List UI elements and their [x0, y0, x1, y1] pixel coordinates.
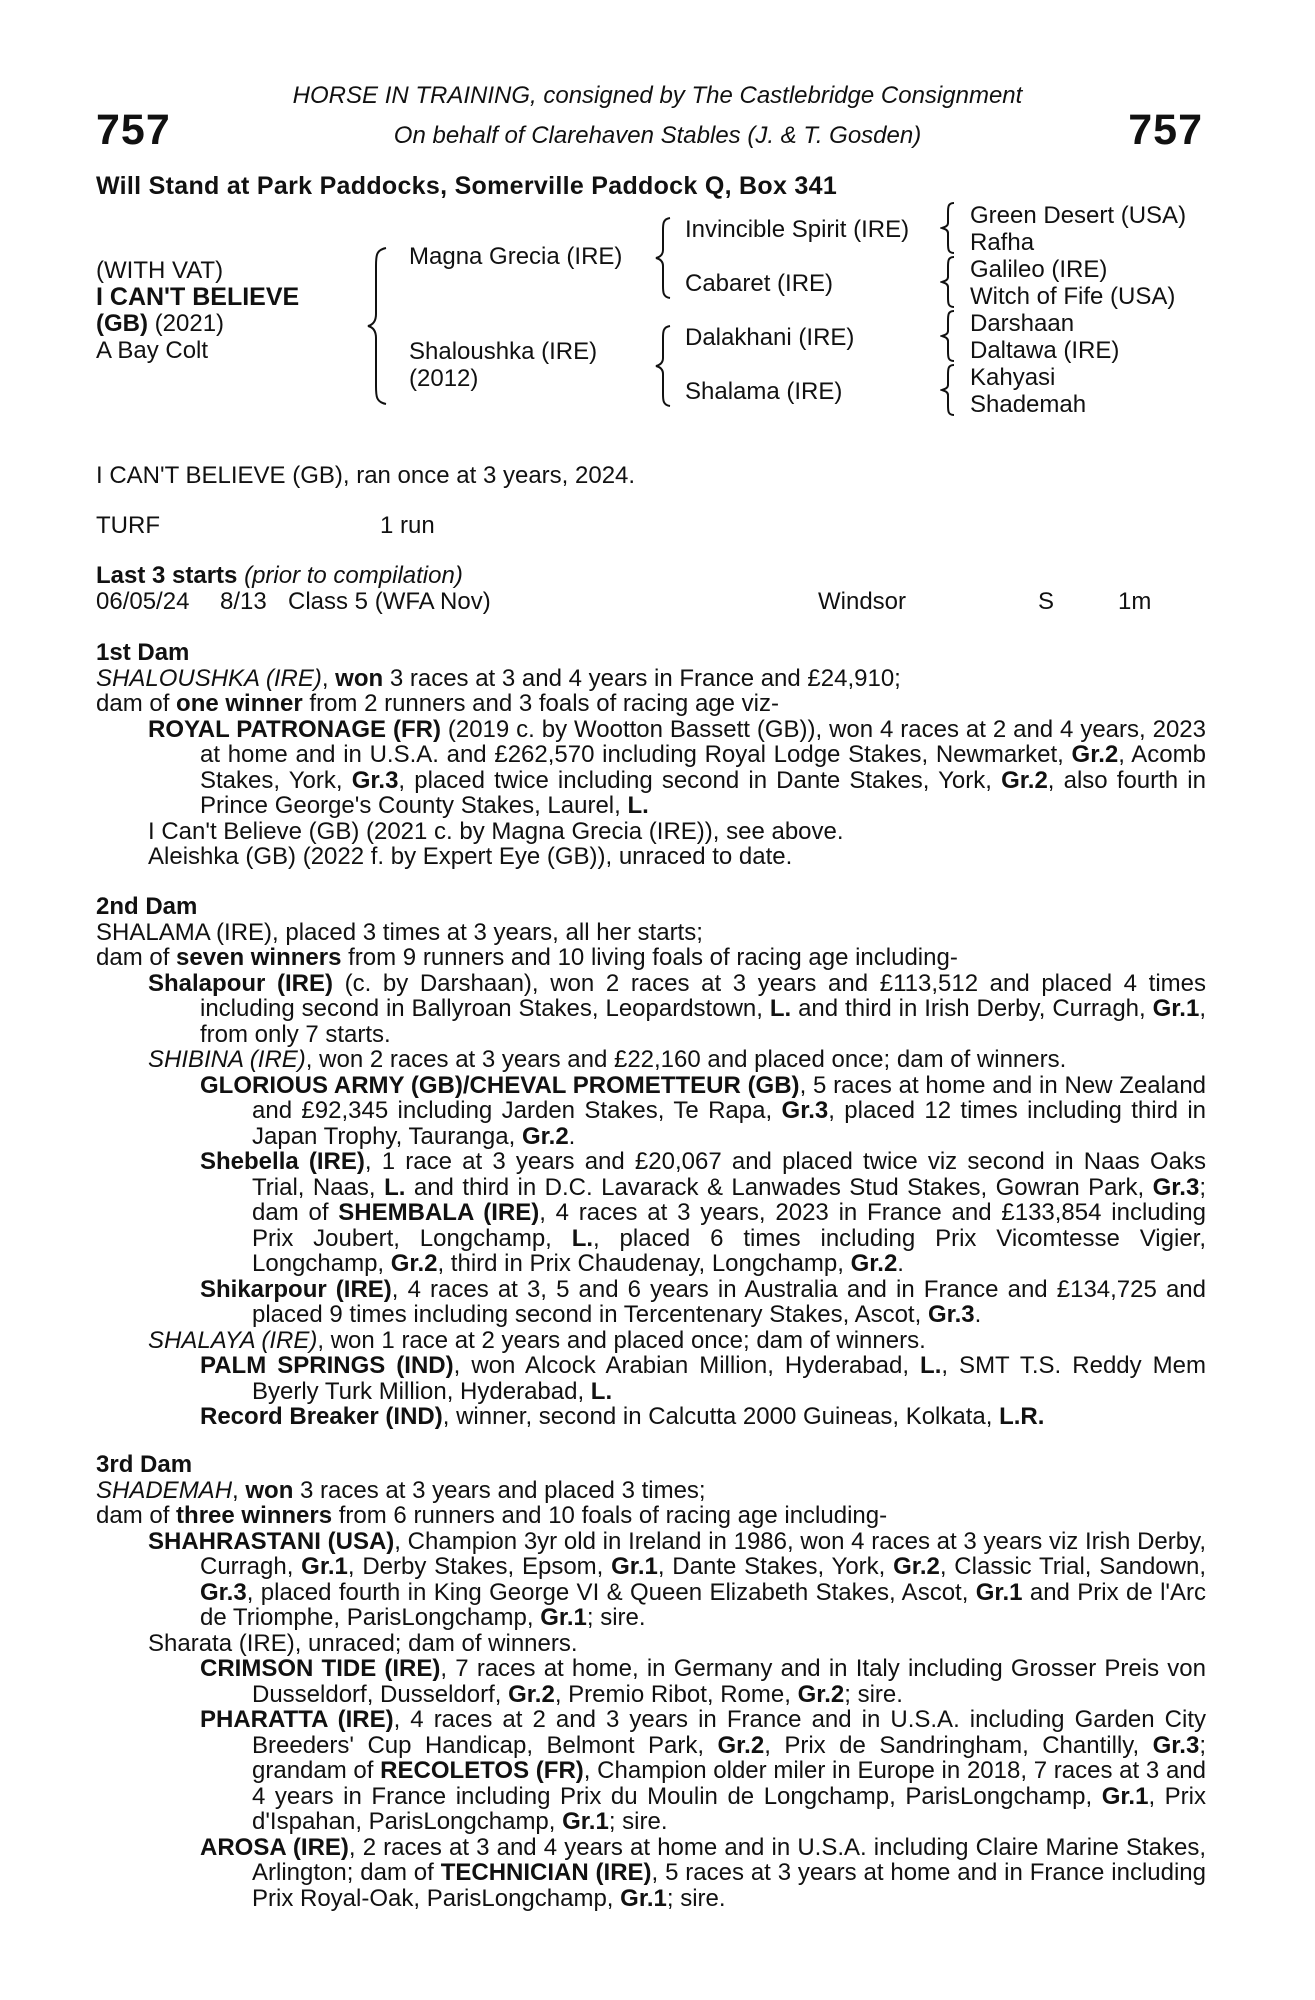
dam-dam: Shalama (IRE): [685, 378, 843, 405]
lot-number-right: 757: [1128, 106, 1203, 154]
last-starts-heading: [96, 563, 463, 589]
start-going: S: [1038, 588, 1055, 615]
produce-shalapour: Shalapour (IRE) (c. by Darshaan), won 2 races at 3 years and £113,512 and placed 4 times including second in Ballyroan Stakes, Leopardstown, L. and third in Irish Derby, Curragh, Gr.1, from only 7 starts.: [148, 969, 1206, 1048]
stand-location: Will Stand at Park Paddocks, Somerville Paddock Q, Box 341: [96, 172, 838, 200]
gg-1: Green Desert (USA): [970, 202, 1187, 229]
first-dam-line2: dam of one winner from 2 runners and 3 foals of racing age viz-: [96, 690, 779, 717]
sire-dam: Cabaret (IRE): [685, 270, 834, 297]
second-dam-line2: dam of seven winners from 9 runners and 10 living foals of racing age including-: [96, 944, 958, 971]
sire-sire: Invincible Spirit (IRE): [685, 216, 910, 243]
start-date: 06/05/24: [96, 588, 190, 615]
sire: Magna Grecia (IRE): [409, 243, 623, 270]
third-dam-line2: dam of three winners from 6 runners and 10 foals of racing age including-: [96, 1502, 888, 1529]
horse-bracket: [366, 246, 390, 406]
produce-pharatta: PHARATTA (IRE), 4 races at 2 and 3 years in France and in U.S.A. including Garden City Breeders' Cup Handicap, Belmont Park, Gr.2, Prix de Sandringham, Chantilly, Gr.3; grandam of RECOLETOS (FR), Champion older miler in Europe in 2018, 7 races at 3 and 4 years in France including Prix du Moulin de Longchamp, ParisLongchamp, Gr.1, Prix d'Ispahan, ParisLongchamp, Gr.1; sire.: [200, 1706, 1207, 1835]
produce-palm-springs: PALM SPRINGS (IND), won Alcock Arabian Million, Hyderabad, L., SMT T.S. Reddy Mem Byerly Turk Million, Hyderabad, L.: [200, 1352, 1206, 1405]
produce-shalaya: SHALAYA (IRE), won 1 race at 2 years and placed once; dam of winners.: [148, 1326, 926, 1354]
second-dam-section: [96, 894, 1206, 1430]
first-dam-heading: 1st Dam: [96, 639, 190, 666]
horse-description: A Bay Colt: [96, 337, 209, 364]
last-starts-note: (prior to compilation): [237, 562, 463, 589]
second-dam-heading: 2nd Dam: [96, 893, 198, 920]
third-dam-heading: 3rd Dam: [96, 1451, 193, 1478]
dam-sire: Dalakhani (IRE): [685, 324, 855, 351]
vat-note: (WITH VAT): [96, 257, 224, 284]
gg-6: Daltawa (IRE): [970, 337, 1120, 364]
horse-country-year: [96, 310, 224, 338]
gg-8: Shademah: [970, 391, 1087, 418]
produce-royal-patronage: ROYAL PATRONAGE (FR) (2019 c. by Wootton Bassett (GB)), won 4 races at 2 and 4 years, 2023 at home and in U.S.A. and £262,570 including Royal Lodge Stakes, Newmarket, Gr.2, Acomb Stakes, York, Gr.3, placed twice including second in Dante Stakes, York, Gr.2, also fourth in Prince George's County Stakes, Laurel, L.: [148, 715, 1206, 819]
race-summary: I CAN'T BELIEVE (GB), ran once at 3 years, 2024.: [96, 462, 636, 489]
second-dam-line1: SHALAMA (IRE), placed 3 times at 3 years, all her starts;: [96, 918, 703, 946]
produce-glorious-army: GLORIOUS ARMY (GB)/CHEVAL PROMETTEUR (GB), 5 races at home and in New Zealand and £92,345 including Jarden Stakes, Te Rapa, Gr.3, placed 12 times including third in Japan Trophy, Tauranga, Gr.2.: [200, 1071, 1207, 1150]
consignor-line: HORSE IN TRAINING, consigned by The Castlebridge Consignment: [292, 82, 1023, 109]
last-starts-title: Last 3 starts: [96, 562, 238, 589]
produce-crimson-tide: CRIMSON TIDE (IRE), 7 races at home, in Germany and in Italy including Grosser Preis von Dusseldorf, Dusseldorf, Gr.2, Premio Ribot, Rome, Gr.2; sire.: [200, 1655, 1207, 1708]
horse-year: (2021): [147, 310, 225, 337]
gg-7: Kahyasi: [970, 364, 1056, 391]
horse-name: [96, 283, 299, 312]
lot-number-left: 757: [96, 106, 171, 154]
start-position: 8/13: [220, 588, 267, 615]
g-bracket-3: [940, 309, 958, 363]
third-dam-line1: SHADEMAH, won 3 races at 3 years and placed 3 times;: [96, 1476, 706, 1504]
g-bracket-1: [940, 201, 958, 255]
start-race: Class 5 (WFA Nov): [288, 588, 491, 615]
g-bracket-4: [940, 363, 958, 417]
produce-aleishka: Aleishka (GB) (2022 f. by Expert Eye (GB)), unraced to date.: [148, 843, 793, 870]
third-dam-section: [96, 1452, 1206, 1911]
first-dam-section: [96, 640, 1206, 870]
gg-2: Rafha: [970, 229, 1035, 256]
dam: Shaloushka (IRE): [409, 338, 598, 365]
horse-country: (GB): [96, 310, 148, 337]
produce-record-breaker: Record Breaker (IND), winner, second in Calcutta 2000 Guineas, Kolkata, L.R.: [200, 1403, 1045, 1430]
gg-5: Darshaan: [970, 310, 1075, 337]
g-bracket-2: [940, 255, 958, 309]
produce-shibina: SHIBINA (IRE), won 2 races at 3 years and £22,160 and placed once; dam of winners.: [148, 1046, 1067, 1073]
turf-label: TURF: [96, 512, 160, 539]
gg-4: Witch of Fife (USA): [970, 283, 1176, 310]
gg-3: Galileo (IRE): [970, 256, 1108, 283]
sire-bracket: [654, 216, 674, 300]
produce-i-cant-believe: I Can't Believe (GB) (2021 c. by Magna Grecia (IRE)), see above.: [148, 817, 844, 845]
produce-arosa: AROSA (IRE), 2 races at 3 and 4 years at home and in U.S.A. including Claire Marine Stakes, Arlington; dam of TECHNICIAN (IRE), 5 races at 3 years at home and in France including Prix Royal-Oak, ParisLongchamp, Gr.1; sire.: [200, 1833, 1206, 1912]
produce-shebella: Shebella (IRE), 1 race at 3 years and £20,067 and placed twice viz second in Naas Oaks Trial, Naas, L. and third in D.C. Lavarack & Lanwades Stud Stakes, Gowran Park, Gr.3; dam of SHEMBALA (IRE), 4 races at 3 years, 2023 in France and £133,854 including Prix Joubert, Longchamp, L., placed 6 times including Prix Vicomtesse Vigier, Longchamp, Gr.2, third in Prix Chaudenay, Longchamp, Gr.2.: [200, 1148, 1207, 1277]
dam-bracket: [654, 324, 674, 408]
dam-year: (2012): [409, 365, 479, 392]
behalf-line: On behalf of Clarehaven Stables (J. & T. Gosden): [393, 122, 922, 149]
produce-shikarpour: Shikarpour (IRE), 4 races at 3, 5 and 6 years in Australia and in France and £134,725 and placed 9 times including second in Tercentenary Stakes, Ascot, Gr.3.: [200, 1275, 1206, 1328]
produce-shahrastani: SHAHRASTANI (USA), Champion 3yr old in Ireland in 1986, won 4 races at 3 years viz Irish Derby, Curragh, Gr.1, Derby Stakes, Epsom, Gr.1, Dante Stakes, York, Gr.2, Classic Trial, Sandown, Gr.3, placed fourth in King George VI & Queen Elizabeth Stakes, Ascot, Gr.1 and Prix de l'Arc de Triomphe, ParisLongchamp, Gr.1; sire.: [148, 1527, 1207, 1631]
start-distance: 1m: [1118, 588, 1152, 615]
produce-sharata: Sharata (IRE), unraced; dam of winners.: [148, 1629, 578, 1657]
first-dam-line1: SHALOUSHKA (IRE), won 3 races at 3 and 4 years in France and £24,910;: [96, 664, 901, 692]
horse-name-text: I CAN'T BELIEVE: [96, 283, 300, 311]
dam-name: SHALOUSHKA (IRE): [96, 664, 322, 692]
turf-runs: 1 run: [380, 512, 435, 539]
start-course: Windsor: [818, 588, 907, 615]
